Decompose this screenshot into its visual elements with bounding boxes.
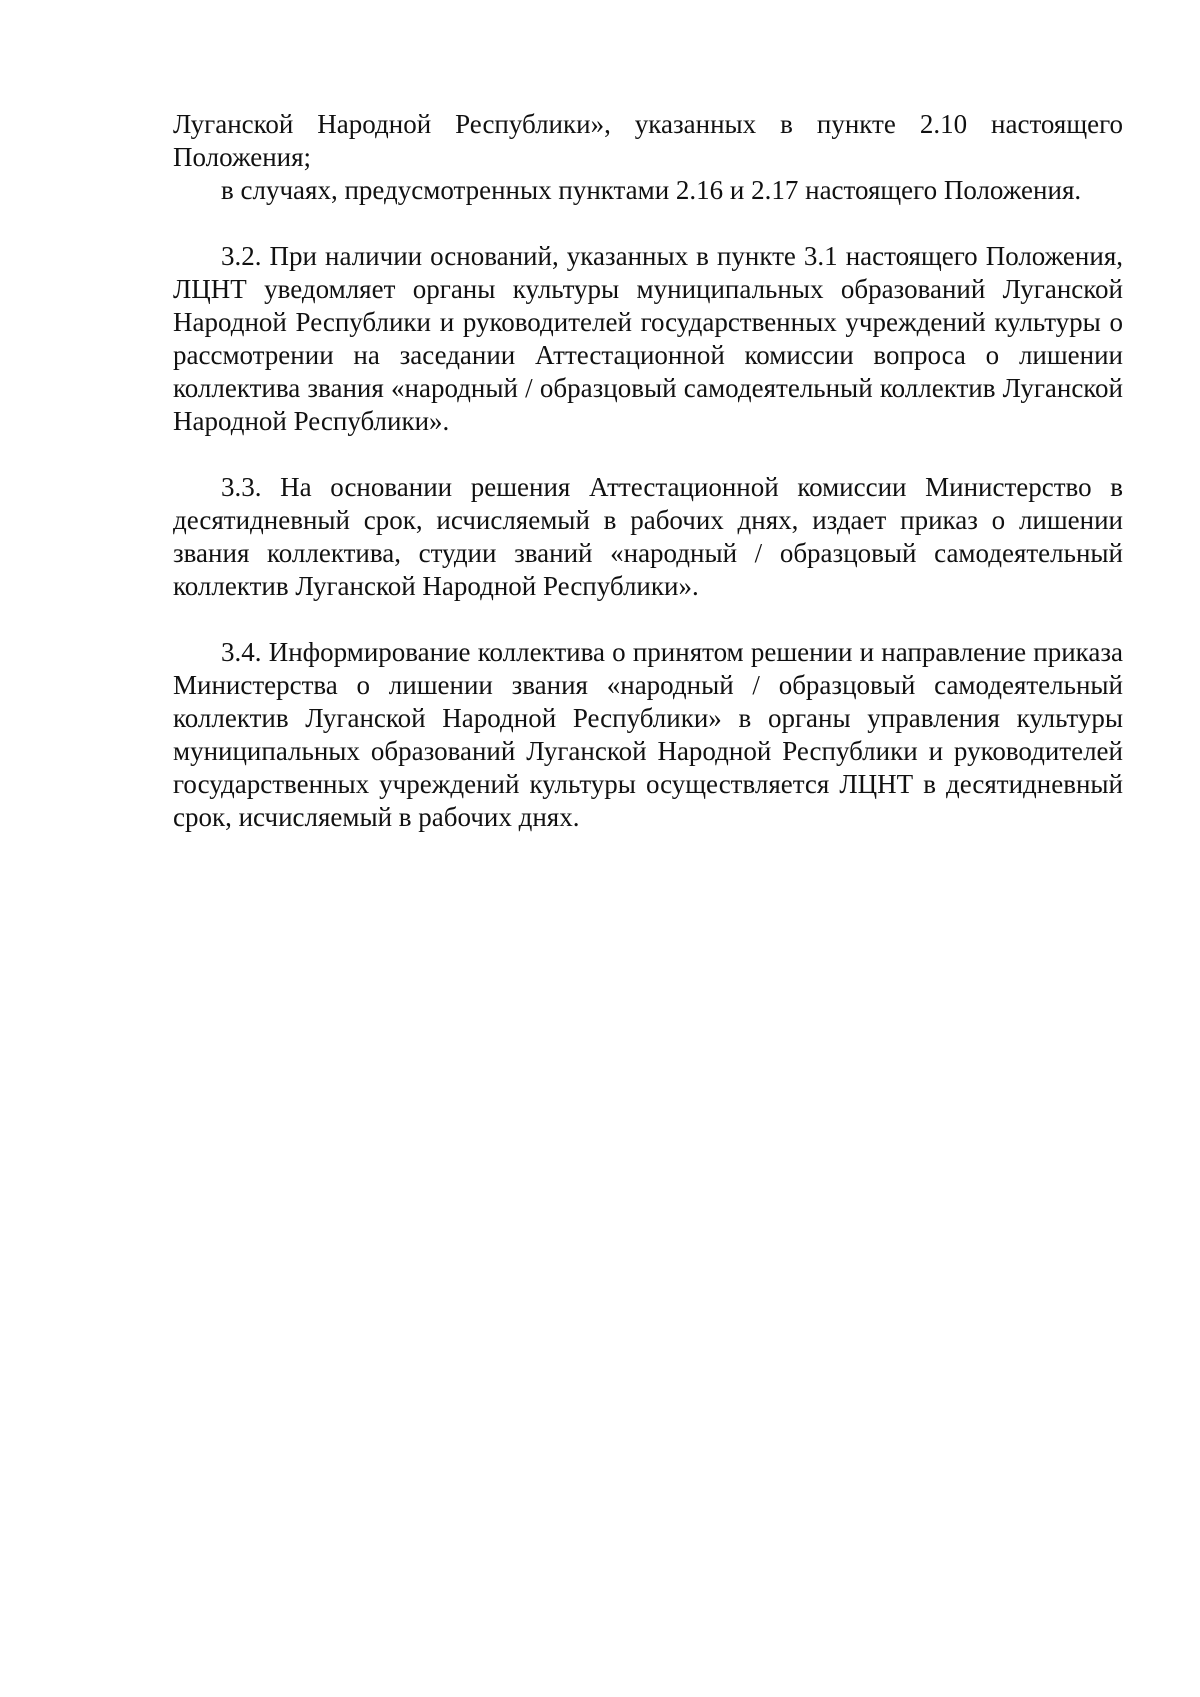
paragraph-3-2: 3.2. При наличии оснований, указанных в пункте 3.1 настоящего Положения, ЛЦНТ уведомляет органы культуры муниципальных образований Луганской Народной Республики и руководителей государственных учреждений культуры о рассмотрении на заседании Аттестационной комиссии вопроса о лишении коллектива звания «народный / образцовый самодеятельный коллектив Луганской Народной Республики». [173, 241, 1123, 436]
document-page [173, 108, 1123, 834]
paragraph-3-3: 3.3. На основании решения Аттестационной комиссии Министерство в десятидневный срок, исчисляемый в рабочих днях, издает приказ о лишении звания коллектива, студии званий «народный / образцовый самодеятельный коллектив Луганской Народной Республики». [173, 472, 1123, 601]
paragraph-cases: в случаях, предусмотренных пунктами 2.16 и 2.17 настоящего Положения. [221, 175, 1082, 205]
paragraph-continuation: Луганской Народной Республики», указанных в пункте 2.10 настоящего Положения; [173, 109, 1123, 172]
paragraph-3-4: 3.4. Информирование коллектива о принятом решении и направление приказа Министерства о лишении звания «народный / образцовый самодеятельный коллектив Луганской Народной Республики» в органы управления культуры муниципальных образований Луганской Народной Республики и руководителей государственных учреждений культуры осуществляется ЛЦНТ в десятидневный срок, исчисляемый в рабочих днях. [173, 637, 1123, 832]
